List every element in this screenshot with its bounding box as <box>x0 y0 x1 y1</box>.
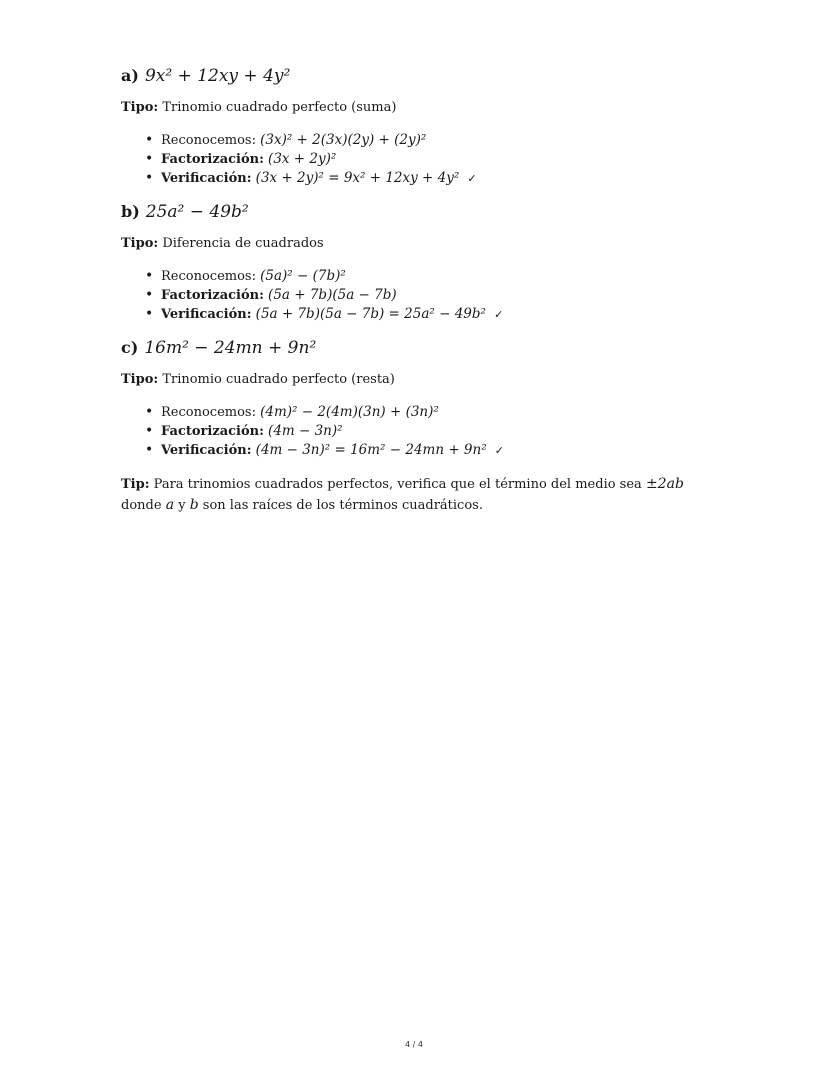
list-item <box>145 403 721 422</box>
check-icon: ✓ <box>467 172 477 185</box>
fact-expression: (4m − 3n)² <box>268 423 343 439</box>
verif-label: Verificación: <box>161 307 252 322</box>
verif-expression: (5a + 7b)(5a − 7b) = 25a² − 49b² <box>255 306 486 322</box>
list-item <box>145 305 721 324</box>
recon-expression: (3x)² + 2(3x)(2y) + (2y)² <box>260 132 427 148</box>
tip-text: Para trinomios cuadrados perfectos, verifica que el término del medio sea <box>153 477 642 492</box>
exercise-expression: 25a² − 49b² <box>145 202 249 222</box>
list-item <box>145 131 721 150</box>
check-icon: ✓ <box>494 308 504 321</box>
exercise-c <box>121 338 721 460</box>
tipo-value: Trinomio cuadrado perfecto (suma) <box>162 100 397 115</box>
fact-label: Factorización: <box>161 424 264 439</box>
list-item <box>145 422 721 441</box>
fact-label: Factorización: <box>161 288 264 303</box>
tipo-value: Trinomio cuadrado perfecto (resta) <box>162 372 395 387</box>
tipo-label: Tipo: <box>121 372 159 387</box>
exercise-expression: 16m² − 24mn + 9n² <box>144 338 317 358</box>
exercise-a <box>121 66 721 188</box>
fact-label: Factorización: <box>161 152 264 167</box>
verif-expression: (4m − 3n)² = 16m² − 24mn + 9n² <box>255 442 487 458</box>
tip-text: y <box>178 498 186 513</box>
verif-label: Verificación: <box>161 443 252 458</box>
verif-expression: (3x + 2y)² = 9x² + 12xy + 4y² <box>255 170 460 186</box>
steps-list <box>121 267 721 324</box>
exercise-heading <box>121 202 721 222</box>
exercise-letter: c) <box>121 338 139 357</box>
list-item <box>145 150 721 169</box>
tipo-line <box>121 236 721 251</box>
tipo-label: Tipo: <box>121 236 159 251</box>
recon-label: Reconocemos: <box>161 405 256 420</box>
recon-label: Reconocemos: <box>161 133 256 148</box>
list-item <box>145 169 721 188</box>
tipo-value: Diferencia de cuadrados <box>162 236 324 251</box>
exercise-expression: 9x² + 12xy + 4y² <box>144 66 291 86</box>
tip-label: Tip: <box>121 477 150 492</box>
tip-math: a <box>165 497 175 513</box>
recon-expression: (4m)² − 2(4m)(3n) + (3n)² <box>260 404 439 420</box>
document-page <box>121 66 721 529</box>
exercise-heading <box>121 66 721 86</box>
steps-list <box>121 403 721 460</box>
tipo-line <box>121 100 721 115</box>
tip-text: son las raíces de los términos cuadráticos. <box>202 498 483 513</box>
exercise-letter: b) <box>121 202 140 221</box>
steps-list <box>121 131 721 188</box>
list-item <box>145 267 721 286</box>
fact-expression: (5a + 7b)(5a − 7b) <box>268 287 397 303</box>
tip-math: b <box>189 497 199 513</box>
fact-expression: (3x + 2y)² <box>268 151 337 167</box>
recon-expression: (5a)² − (7b)² <box>260 268 346 284</box>
tipo-line <box>121 372 721 387</box>
exercise-b <box>121 202 721 324</box>
recon-label: Reconocemos: <box>161 269 256 284</box>
tip-text: donde <box>121 498 162 513</box>
tip-paragraph <box>121 474 721 516</box>
tipo-label: Tipo: <box>121 100 159 115</box>
exercise-letter: a) <box>121 66 139 85</box>
check-icon: ✓ <box>494 444 504 457</box>
list-item <box>145 286 721 305</box>
tip-math: ±2ab <box>645 476 684 492</box>
list-item <box>145 441 721 460</box>
verif-label: Verificación: <box>161 171 252 186</box>
exercise-heading <box>121 338 721 358</box>
page-number: 4 / 4 <box>405 1040 423 1049</box>
